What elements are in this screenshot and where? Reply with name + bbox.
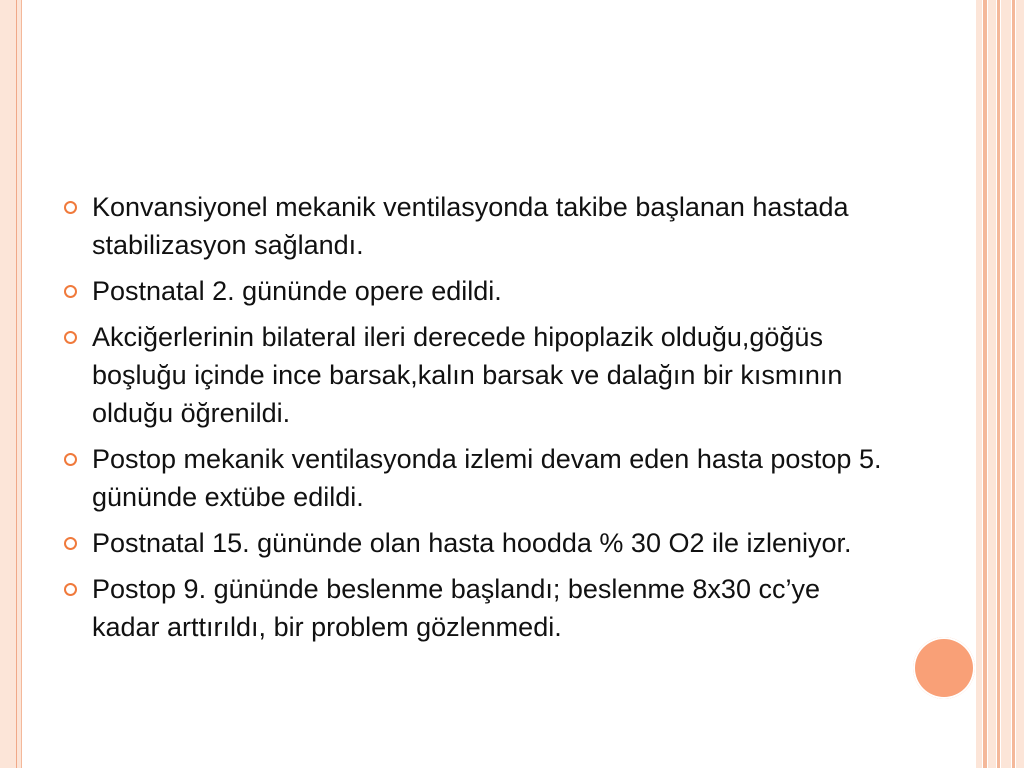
list-item	[62, 188, 892, 264]
list-item	[62, 440, 892, 516]
left-border-decoration	[0, 0, 22, 768]
left-border-line	[16, 0, 17, 768]
bullet-text: Postnatal 15. gününde olan hasta hoodda % 30 O2 ile izleniyor.	[92, 528, 852, 558]
list-item	[62, 318, 892, 432]
bullet-circle-icon	[64, 537, 77, 550]
bullet-circle-icon	[64, 285, 77, 298]
bullet-text: Postop 9. gününde beslenme başlandı; beslenme 8x30 cc’ye kadar arttırıldı, bir problem gözlenmedi.	[92, 574, 820, 642]
bullet-circle-icon	[64, 201, 77, 214]
bullet-text: Akciğerlerinin bilateral ileri derecede hipoplazik olduğu,göğüs boşluğu içinde ince barsak,kalın barsak ve dalağın bir kısmının olduğu öğrenildi.	[92, 322, 843, 428]
bullet-circle-icon	[64, 331, 77, 344]
bullet-text: Postop mekanik ventilasyonda izlemi devam eden hasta postop 5. gününde extübe edildi.	[92, 444, 882, 512]
bullet-circle-icon	[64, 583, 77, 596]
list-item	[62, 272, 892, 310]
list-item	[62, 524, 892, 562]
right-stripe-decoration	[976, 0, 1024, 768]
list-item	[62, 570, 892, 646]
bullet-text: Konvansiyonel mekanik ventilasyonda takibe başlanan hastada stabilizasyon sağlandı.	[92, 192, 849, 260]
bullet-circle-icon	[64, 453, 77, 466]
bullet-text: Postnatal 2. gününde opere edildi.	[92, 276, 502, 306]
decorative-circle	[913, 637, 975, 699]
bullet-list	[62, 188, 892, 654]
